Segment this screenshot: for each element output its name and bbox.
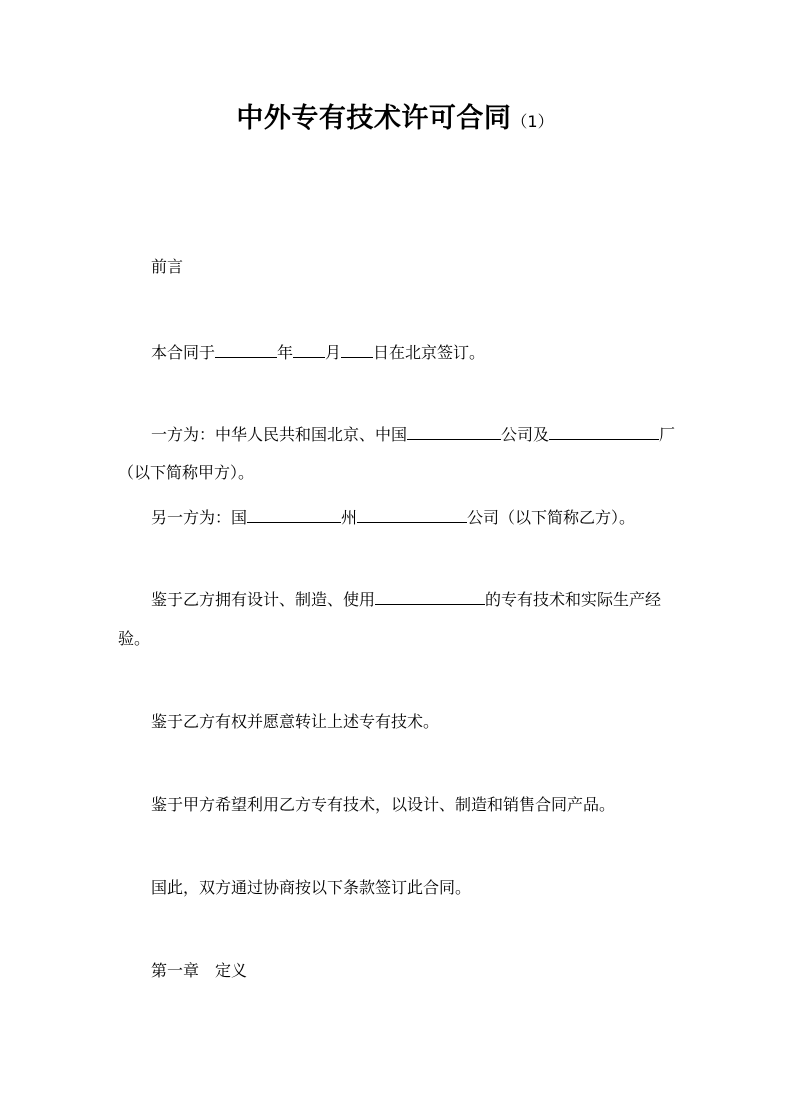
title-main: 中外专有技术许可合同 (236, 103, 512, 134)
whereas-1-text-2: 的专有技术和实际生产经 (485, 590, 662, 609)
conclusion-clause: 国此，双方通过协商按以下条款签订此合同。 (151, 878, 472, 897)
party-b-text-1: 另一方为：国 (151, 508, 248, 527)
party-b-company-blank (357, 504, 467, 523)
whereas-3: 鉴于甲方希望利用乙方专有技术，以设计、制造和销售合同产品。 (151, 795, 616, 814)
document-title (0, 96, 790, 135)
signing-year-blank (215, 339, 277, 358)
party-a-continuation: （以下简称甲方）。 (118, 463, 255, 482)
party-a-text-3: 厂 (659, 425, 676, 444)
party-a-factory-blank (549, 421, 659, 440)
party-a-clause (151, 421, 675, 446)
signing-text-3: 月 (325, 343, 342, 362)
signing-text-1: 本合同于 (151, 343, 216, 362)
whereas-1-product-blank (375, 586, 485, 605)
title-suffix: （1） (511, 112, 554, 131)
signing-text-2: 年 (277, 343, 294, 362)
party-b-text-3: 公司（以下简称乙方）。 (467, 508, 636, 527)
party-a-text-1: 一方为：中华人民共和国北京、中国 (151, 425, 408, 444)
whereas-2: 鉴于乙方有权并愿意转让上述专有技术。 (151, 712, 440, 731)
party-b-text-2: 州 (341, 508, 358, 527)
whereas-1-continuation: 验。 (118, 629, 151, 648)
chapter-1-heading: 第一章 定义 (151, 961, 248, 980)
whereas-1 (151, 586, 661, 611)
preface-heading: 前言 (151, 257, 184, 276)
party-a-company-blank (407, 421, 501, 440)
signing-text-4: 日在北京签订。 (373, 343, 486, 362)
whereas-1-text-1: 鉴于乙方拥有设计、制造、使用 (151, 590, 376, 609)
party-a-text-2: 公司及 (501, 425, 550, 444)
party-b-country-blank (247, 504, 341, 523)
signing-day-blank (341, 339, 373, 358)
signing-month-blank (293, 339, 325, 358)
signing-clause (151, 339, 485, 364)
party-b-clause (151, 504, 635, 529)
